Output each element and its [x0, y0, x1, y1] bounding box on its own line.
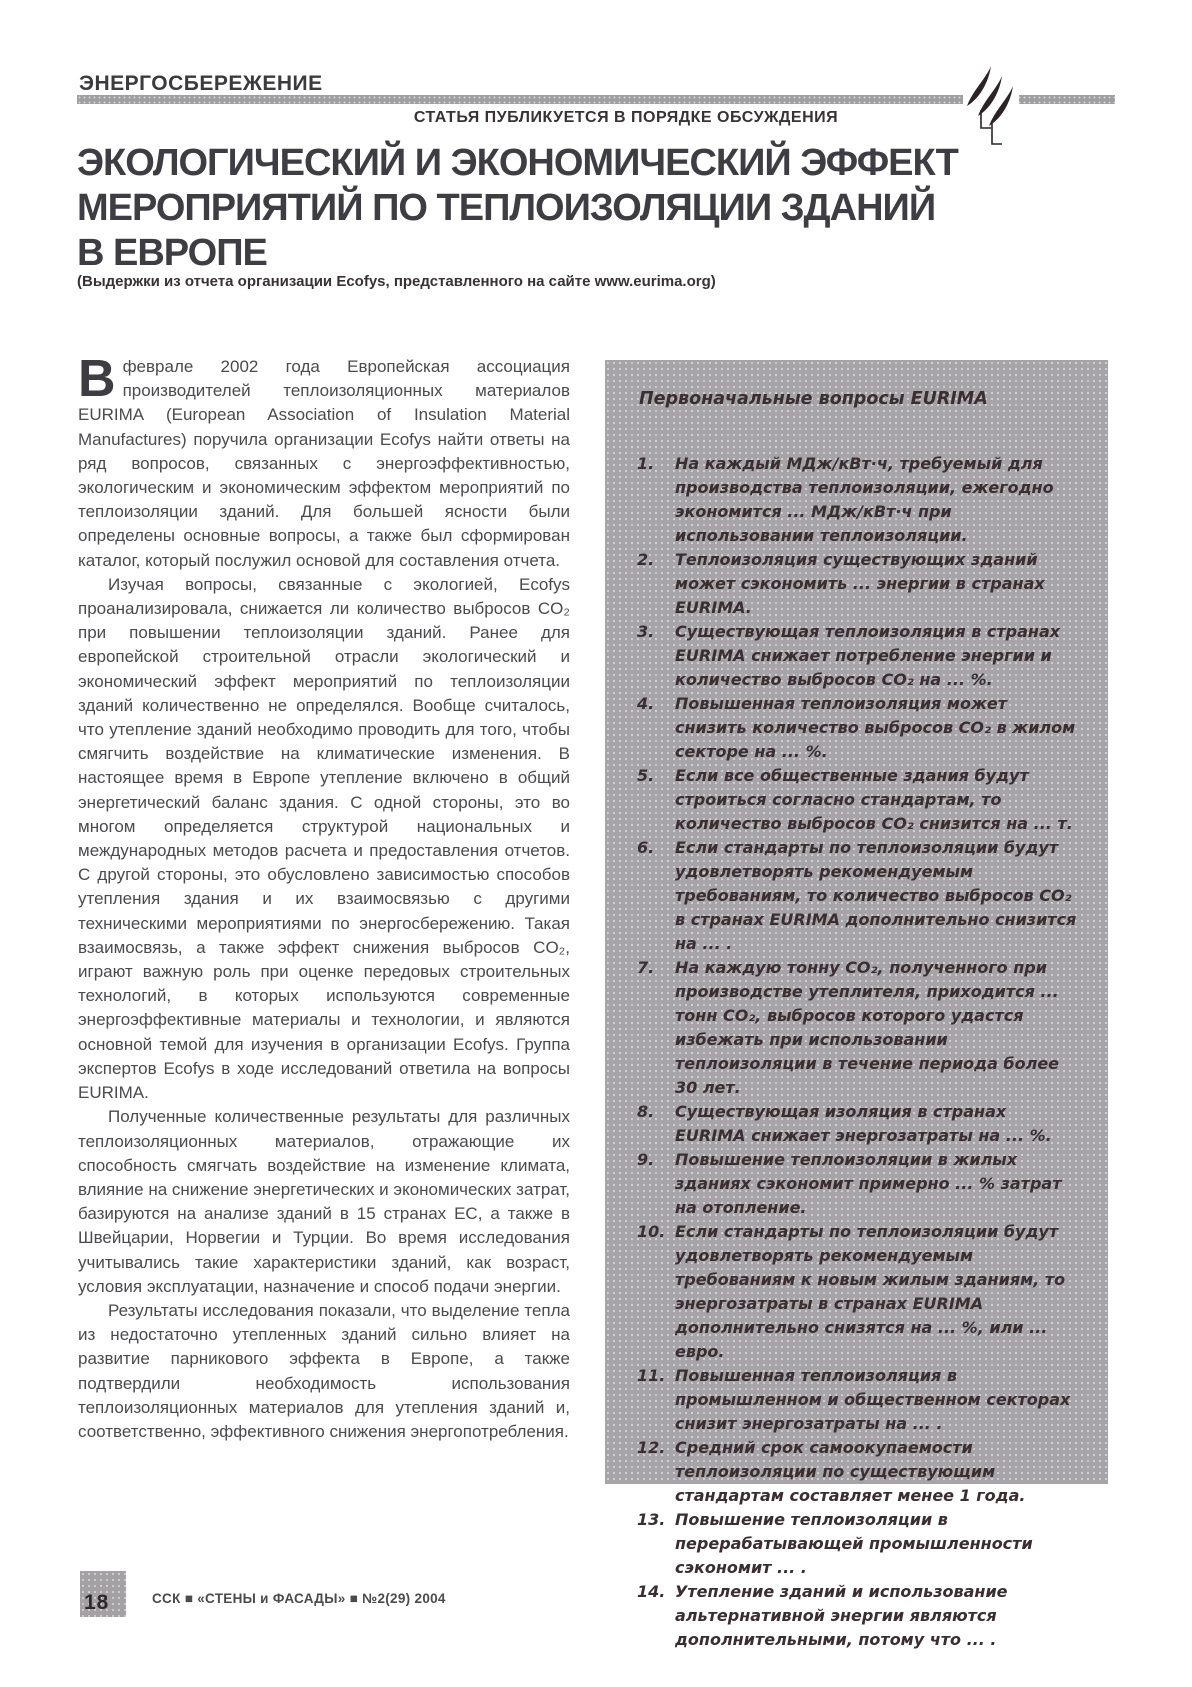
kicker: СТАТЬЯ ПУБЛИКУЕТСЯ В ПОРЯДКЕ ОБСУЖДЕНИЯ — [413, 109, 839, 126]
paragraph-text: феврале 2002 года Европейская ассоциация производителей теплоизоляционных материалов EURIMA (European Association of Insulation Material Manufactures) поручила организации Ecofys найти ответы на ряд вопросов, связанных с энергоэффективностью, экологическим и экономическим эффектом мероприятий по теплоизоляции зданий. Для большей ясности были определены основные вопросы, а также был сформирован каталог, который послужил основой для составления отчета. — [78, 357, 570, 570]
questions-list — [635, 452, 1080, 1652]
article-title — [77, 141, 958, 276]
page-header — [77, 72, 1115, 102]
question-number: 11. — [637, 1366, 666, 1385]
question-item — [635, 1436, 1080, 1508]
section-label: ЭНЕРГОСБЕРЕЖЕНИЕ — [79, 72, 323, 95]
question-number: 4. — [637, 694, 655, 713]
question-text: Если стандарты по теплоизоляции будут удовлетворять рекомендуемым требованиям, то количество выбросов CO₂ в странах EURIMA дополнительно снизится на ... . — [675, 838, 1077, 953]
question-number: 3. — [637, 622, 655, 641]
question-item — [635, 1220, 1080, 1364]
question-text: Существующая изоляция в странах EURIMA снижает энергозатраты на ... %. — [675, 1102, 1052, 1145]
header-rule — [77, 95, 1115, 104]
page-number: 18 — [84, 1591, 110, 1614]
question-text: Средний срок самоокупаемости теплоизоляции по существующим стандартам составляет менее 1 года. — [675, 1438, 1026, 1505]
drop-cap: В — [78, 350, 116, 408]
question-number: 6. — [637, 838, 655, 857]
paragraph — [78, 350, 570, 573]
question-number: 1. — [637, 454, 655, 473]
page-number-badge — [80, 1571, 126, 1617]
question-item — [635, 1100, 1080, 1148]
imprint: ССК ■ «СТЕНЫ и ФАСАДЫ» ■ №2(29) 2004 — [152, 1591, 446, 1606]
question-number: 12. — [637, 1438, 666, 1457]
question-item — [635, 692, 1080, 764]
questions-heading: Первоначальные вопросы EURIMA — [639, 389, 988, 409]
question-number: 13. — [637, 1510, 666, 1529]
question-number: 8. — [637, 1102, 655, 1121]
question-text: Повышенная теплоизоляция в промышленном и общественном секторах снизит энергозатраты на ... . — [675, 1366, 1071, 1433]
question-item — [635, 956, 1080, 1100]
question-text: Утепление зданий и использование альтернативной энергии являются дополнительными, потому что ... . — [675, 1582, 1008, 1649]
question-item — [635, 548, 1080, 620]
question-item — [635, 1148, 1080, 1220]
question-number: 14. — [637, 1582, 666, 1601]
title-line: МЕРОПРИЯТИЙ ПО ТЕПЛОИЗОЛЯЦИИ ЗДАНИЙ — [77, 187, 936, 229]
question-item — [635, 1508, 1080, 1580]
question-text: Если стандарты по теплоизоляции будут удовлетворять рекомендуемым требованиям к новым жилым зданиям, то энергозатраты в странах EURIMA дополнительно снизятся на ... %, или ... евро. — [675, 1222, 1066, 1361]
question-item — [635, 1580, 1080, 1652]
question-text: На каждую тонну CO₂, полученного при производстве утеплителя, приходится ... тонн CO₂, выбросов которого удастся избежать при использовании теплоизоляции в течение периода более 30 лет. — [675, 958, 1060, 1097]
question-text: На каждый МДж/кВт·ч, требуемый для производства теплоизоляции, ежегодно экономится ... МДж/кВт·ч при использовании теплоизоляции. — [675, 454, 1054, 545]
question-number: 2. — [637, 550, 655, 569]
question-text: Повышенная теплоизоляция может снизить количество выбросов CO₂ в жилом секторе на ... %. — [675, 694, 1076, 761]
publisher-logo-icon — [961, 64, 1023, 156]
question-item — [635, 452, 1080, 548]
paragraph: Результаты исследования показали, что выделение тепла из недостаточно утепленных зданий сильно влияет на развитие парникового эффекта в Европе, а также подтвердили необходимость использования теплоизоляционных материалов для утепления зданий и, соответственно, эффективного снижения энергопотребления. — [78, 1300, 570, 1441]
questions-box — [605, 360, 1108, 1649]
article-body — [78, 350, 570, 1444]
question-item — [635, 836, 1080, 956]
question-text: Повышение теплоизоляции в перерабатывающей промышленности сэкономит ... . — [675, 1510, 1033, 1577]
paragraph: Изучая вопросы, связанные с экологией, Ecofys проанализировала, снижается ли количество выбросов CO₂ при повышении теплоизоляции зданий. Ранее для европейской строительной отрасли экологический и экономический эффект мероприятий по теплоизоляции зданий количественно не определялся. Вообще считалось, что утепление зданий необходимо проводить для того, чтобы смягчить воздействие на климатические изменения. В настоящее время в Европе утепление включено в общий энергетический баланс здания. С одной стороны, это во многом определяется структурой национальных и международных методов расчета и предоставления отчетов. С другой стороны, это обусловлено зависимостью способов утепления здания и их взаимосвязью с другими техническими мероприятиями по энергосбережению. Такая взаимосвязь, а также эффект снижения выбросов CO₂, играют важную роль при оценке передовых строительных технологий, в которых используются современные энергоэффективные материалы и технологии, и являются основной темой для изучения в организации Ecofys. Группа экспертов Ecofys в ходе исследований ответила на вопросы EURIMA. — [78, 574, 570, 1103]
question-item — [635, 1364, 1080, 1436]
paragraph: Полученные количественные результаты для различных теплоизоляционных материалов, отражающие их способность смягчать воздействие на изменение климата, влияние на снижение энергетических и экономических затрат, базируются на анализе зданий в 15 странах ЕС, а также в Швейцарии, Норвегии и Турции. Во время исследования учитывались такие характеристики зданий, как возраст, условия эксплуатации, назначение и способ подачи энергии. — [78, 1107, 570, 1296]
article-subtitle: (Выдержки из отчета организации Ecofys, представленного на сайте www.eurima.org) — [77, 273, 716, 290]
question-item — [635, 764, 1080, 836]
question-text: Если все общественные здания будут строиться согласно стандартам, то количество выбросов CO₂ снизится на ... т. — [675, 766, 1073, 833]
question-number: 5. — [637, 766, 655, 785]
question-text: Теплоизоляция существующих зданий может сэкономить ... энергии в странах EURIMA. — [675, 550, 1045, 617]
question-number: 9. — [637, 1150, 655, 1169]
question-number: 7. — [637, 958, 655, 977]
title-line: ЭКОЛОГИЧЕСКИЙ И ЭКОНОМИЧЕСКИЙ ЭФФЕКТ — [77, 142, 958, 184]
title-line: В ЕВРОПЕ — [77, 232, 267, 274]
question-number: 10. — [637, 1222, 666, 1241]
question-item — [635, 620, 1080, 692]
question-text: Существующая теплоизоляция в странах EURIMA снижает потребление энергии и количество выбросов CO₂ на ... %. — [675, 622, 1061, 689]
question-text: Повышение теплоизоляции в жилых зданиях сэкономит примерно ... % затрат на отопление. — [675, 1150, 1062, 1217]
